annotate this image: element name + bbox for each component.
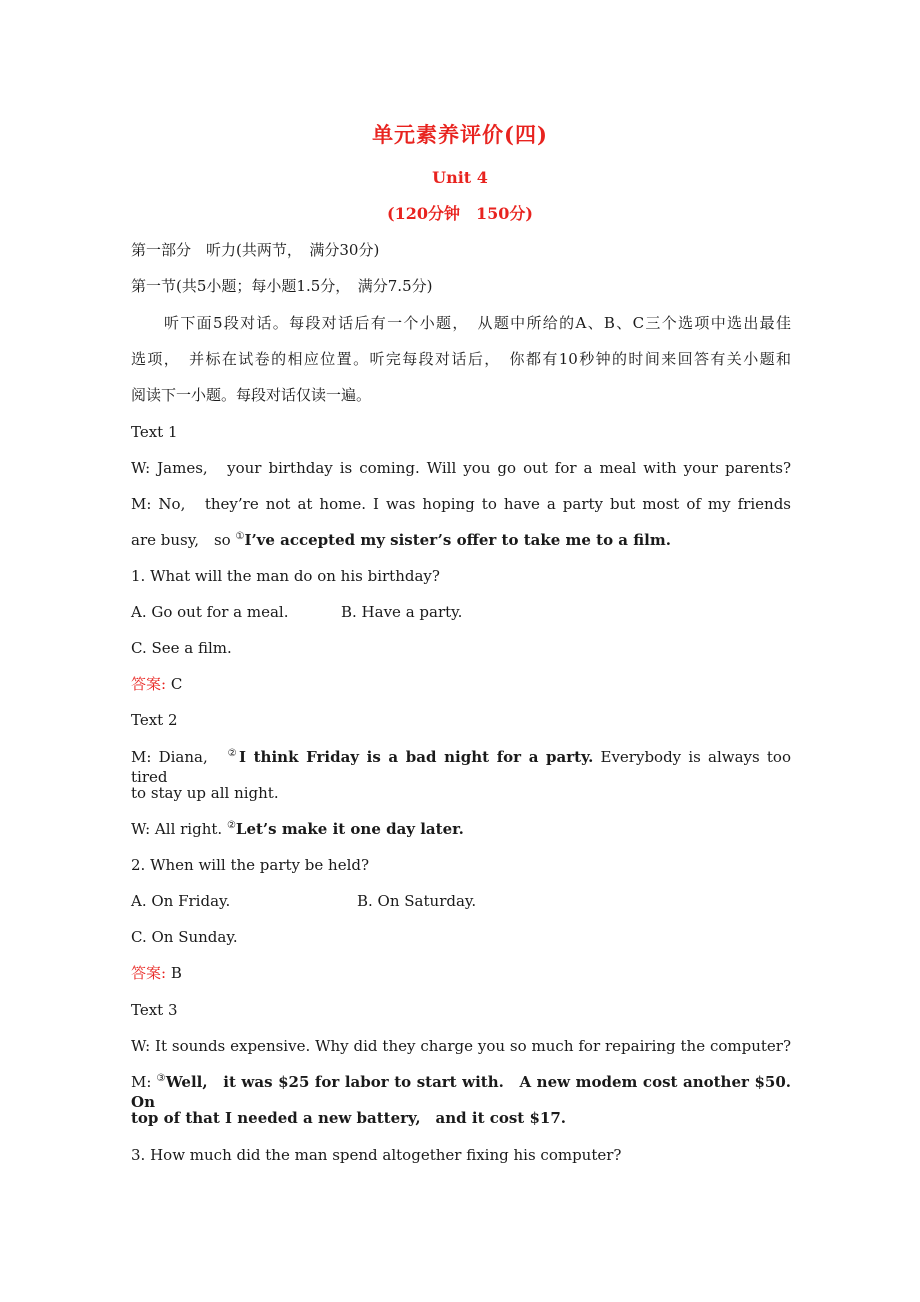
text2-key-sentence: I think Friday is a bad night for a party.	[238, 748, 594, 766]
text3-m-prefix: M:	[131, 1073, 157, 1091]
option-a: A. Go out for a meal.	[131, 603, 289, 621]
text1-m-line-2	[131, 530, 791, 550]
text3-w-line: W: It sounds expensive. Why did they charge you so much for repairing the computer?	[131, 1037, 791, 1055]
text2-m-line-1	[131, 747, 791, 787]
time-score: (120分钟 150分)	[387, 204, 533, 223]
text2-label: Text 2	[131, 711, 178, 729]
question-3: 3. How much did the man spend altogether fixing his computer?	[131, 1146, 622, 1164]
text1-m-line-2-prefix: are busy, so	[131, 531, 236, 549]
text2-w-prefix: W: All right.	[131, 820, 227, 838]
text2-m-line-2: to stay up all night.	[131, 784, 279, 802]
text2-m-suffix: Everybody is always too tired	[131, 748, 791, 786]
text1-w-line: W: James, your birthday is coming. Will you go out for a meal with your parents?	[131, 459, 791, 477]
text1-label: Text 1	[131, 423, 178, 441]
question-1: 1. What will the man do on his birthday?	[131, 567, 440, 585]
question-2: 2. When will the party be held?	[131, 856, 370, 874]
text1-m-line-1: M: No, they’re not at home. I was hoping to have a party but most of my friends	[131, 495, 791, 513]
answer-label: 答案:	[131, 675, 167, 693]
mark-3: ③	[156, 1073, 166, 1084]
instructions-line-2: 选项， 并标在试卷的相应位置。听完每段对话后， 你都有10秒钟的时间来回答有关小题和	[131, 350, 791, 368]
text3-label: Text 3	[131, 1001, 178, 1019]
text2-m-prefix: M: Diana,	[131, 748, 228, 766]
option-b: B. Have a party.	[341, 603, 463, 621]
option-c: C. On Sunday.	[131, 928, 238, 946]
option-a: A. On Friday.	[131, 892, 231, 910]
option-b: B. On Saturday.	[357, 892, 477, 910]
answer-value: C	[170, 675, 183, 693]
unit-subtitle: Unit 4	[432, 168, 488, 187]
answer-value: B	[170, 964, 182, 982]
question-1-options-ab	[131, 602, 791, 622]
answer-2	[131, 963, 791, 983]
instructions-line-1: 听下面5段对话。每段对话后有一个小题， 从题中所给的A、B、C三个选项中选出最佳	[164, 314, 791, 332]
mark-1: ①	[235, 531, 245, 542]
part-heading: 第一部分 听力(共两节， 满分30分)	[131, 241, 380, 259]
text3-m-line-1	[131, 1072, 791, 1112]
mark-2b: ②	[226, 820, 236, 831]
answer-label: 答案:	[131, 964, 167, 982]
text2-key-sentence-2: Let’s make it one day later.	[235, 820, 464, 838]
page-title: 单元素养评价(四)	[372, 122, 548, 147]
text3-key-sentence-1: Well, it was $25 for labor to start with. A new modem cost another $50. On	[131, 1073, 791, 1111]
text3-key-sentence-2: top of that I needed a new battery, and it cost $17.	[131, 1109, 566, 1127]
section-heading: 第一节(共5小题；每小题1.5分， 满分7.5分)	[131, 277, 433, 295]
mark-2: ②	[227, 748, 239, 759]
answer-1	[131, 674, 791, 694]
question-2-options-ab	[131, 891, 791, 911]
option-c: C. See a film.	[131, 639, 232, 657]
text2-w-line	[131, 819, 791, 839]
instructions-line-3: 阅读下一小题。每段对话仅读一遍。	[131, 386, 372, 404]
text1-key-sentence: I’ve accepted my sister’s offer to take me to a film.	[244, 531, 671, 549]
